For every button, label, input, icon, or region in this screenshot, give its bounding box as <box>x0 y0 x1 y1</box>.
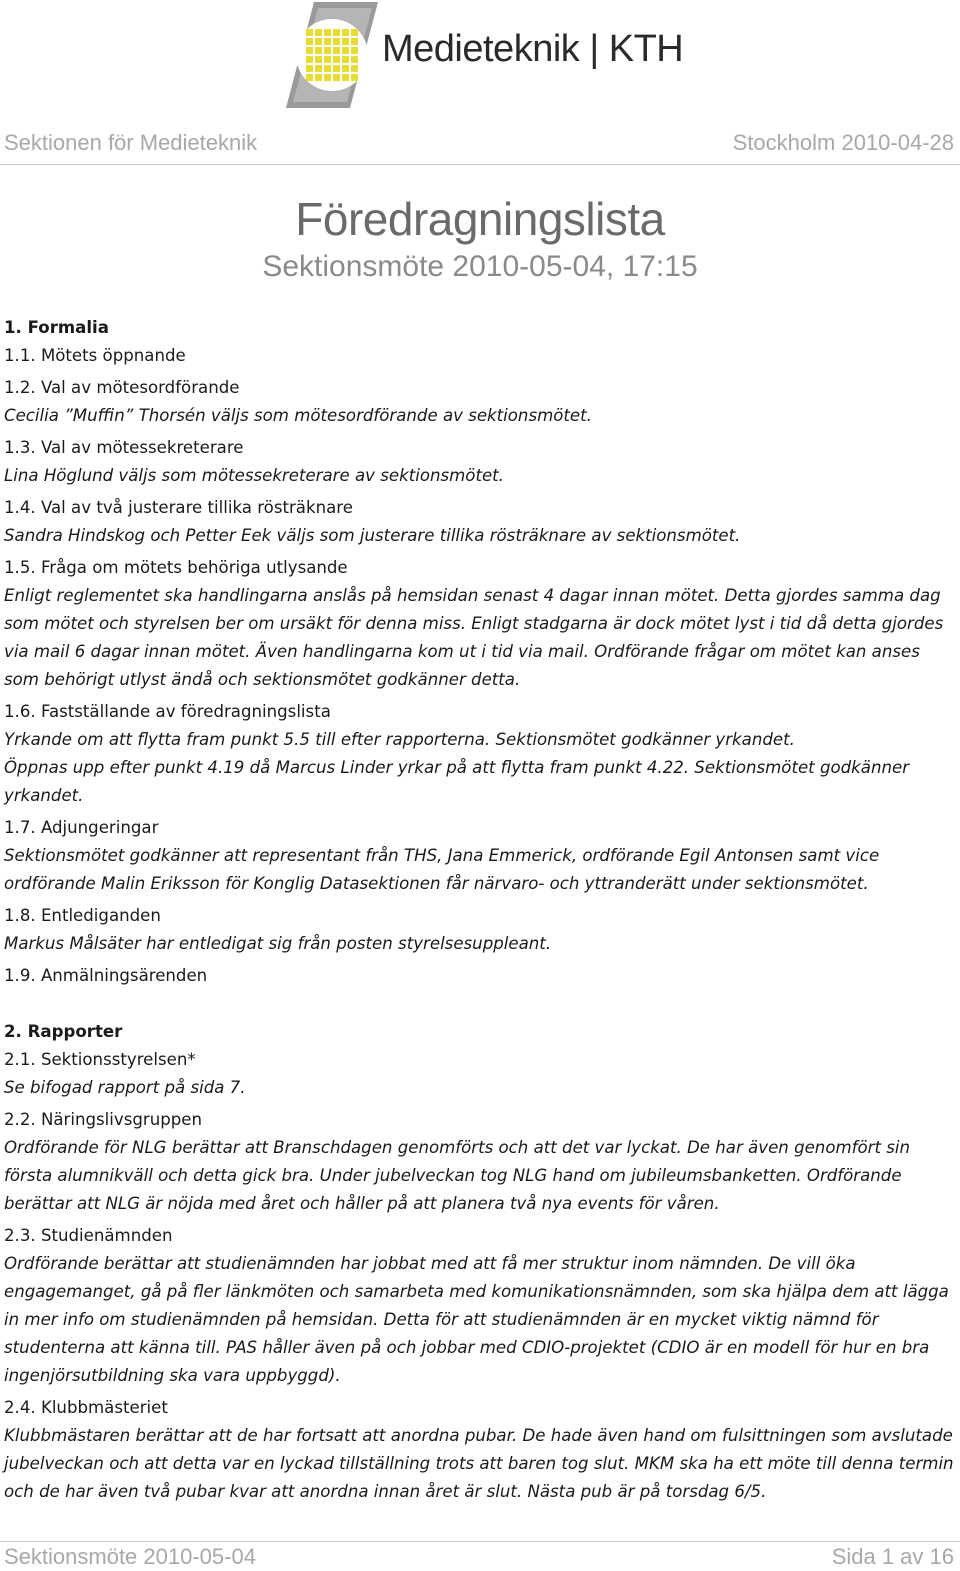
logo-grid-square <box>351 56 358 63</box>
logo-grid-square <box>306 29 313 36</box>
logo-grid-square <box>333 38 340 45</box>
logo-grid-square <box>342 56 349 63</box>
logo-grid-square <box>315 74 322 81</box>
item-heading: 2.1. Sektionsstyrelsen* <box>4 1050 196 1069</box>
item-heading: 2.4. Klubbmästeriet <box>4 1398 168 1417</box>
item-body: Cecilia ”Muffin” Thorsén väljs som mötesordförande av sektionsmötet. <box>4 406 592 425</box>
agenda-content <box>4 314 954 1506</box>
logo-grid-square <box>351 74 358 81</box>
logo-grid-square <box>333 56 340 63</box>
logo-grid-square <box>342 38 349 45</box>
item-heading: 2.2. Näringslivsgruppen <box>4 1110 202 1129</box>
item-heading: 1.1. Mötets öppnande <box>4 346 186 365</box>
item-heading: 1.9. Anmälningsärenden <box>4 966 208 985</box>
section-gap <box>4 990 954 1018</box>
header-divider <box>0 164 960 165</box>
item-heading: 1.4. Val av två justerare tillika rösträknare <box>4 498 353 517</box>
item-body: Ordförande berättar att studienämnden har jobbat med att få mer struktur inom nämnden. De vill öka engagemanget, gå på fler länkmöten och samarbeta med komunikationsnämnden, som ska hjälpa dem att lägga in mer info om studienämnden på hemsidan. Detta för att studienämnden är en mycket viktig nämnd för studenterna att känna till. PAS håller även på och jobbar med CDIO-projektet (CDIO är en modell för hur en bra ingenjörsutbildning ska vara uppbyggd). <box>4 1254 949 1385</box>
item-body: Öppnas upp efter punkt 4.19 då Marcus Linder yrkar på att flytta fram punkt 4.22. Sektionsmötet godkänner yrkandet. <box>4 758 910 805</box>
logo <box>284 0 684 110</box>
logo-grid-square <box>315 29 322 36</box>
item-body: Sandra Hindskog och Petter Eek väljs som justerare tillika rösträknare av sektionsmötet. <box>4 526 741 545</box>
item-body: Ordförande för NLG berättar att Branschdagen genomförts och att det var lyckat. De har även genomfört sin första alumnikväll och detta gick bra. Under jubelveckan tog NLG hand om jubileumsbanketten. Ordförande berättar att NLG är nöjda med året och håller på att planera två nya events för våren. <box>4 1138 911 1213</box>
item-body: Enligt reglementet ska handlingarna anslås på hemsidan senast 4 dagar innan mötet. Detta gjordes samma dag som mötet och styrelsen ber om ursäkt för denna miss. Enligt stadgarna är dock mötet lyst i tid då detta gjordes via mail 6 dagar innan mötet. Även handlingarna kom ut i tid via mail. Ordförande frågar om mötet kan anses som behörigt utlyst ändå och sektionsmötet godkänner detta. <box>4 586 944 689</box>
logo-grid-square <box>306 38 313 45</box>
item-heading: 1.7. Adjungeringar <box>4 818 159 837</box>
logo-grid-square <box>333 65 340 72</box>
item-body: Lina Höglund väljs som mötessekreterare av sektionsmötet. <box>4 466 504 485</box>
logo-grid-square <box>333 74 340 81</box>
item-heading: 1.6. Fastställande av föredragningslista <box>4 702 331 721</box>
logo-grid-square <box>315 38 322 45</box>
item-heading: 1.3. Val av mötessekreterare <box>4 438 244 457</box>
logo-grid-square <box>333 29 340 36</box>
logo-grid-square <box>324 65 331 72</box>
logo-grid-square <box>351 47 358 54</box>
footer-meeting: Sektionsmöte 2010-05-04 <box>4 1544 256 1569</box>
logo-grid-square <box>306 56 313 63</box>
logo-grid-square <box>306 65 313 72</box>
logo-text: Medieteknik | KTH <box>382 28 684 70</box>
logo-grid-square <box>306 74 313 81</box>
logo-grid-square <box>342 29 349 36</box>
logo-grid-square <box>342 65 349 72</box>
document-subtitle: Sektionsmöte 2010-05-04, 17:15 <box>262 250 698 283</box>
document-title: Föredragningslista <box>295 193 665 245</box>
logo-grid-square <box>315 56 322 63</box>
header-place-date: Stockholm 2010-04-28 <box>732 130 954 155</box>
item-heading: 2.3. Studienämnden <box>4 1226 173 1245</box>
logo-grid-square <box>342 47 349 54</box>
item-body: Markus Målsäter har entledigat sig från posten styrelsesuppleant. <box>4 934 552 953</box>
item-body: Yrkande om att flytta fram punkt 5.5 till efter rapporterna. Sektionsmötet godkänner yrkandet. <box>4 730 795 749</box>
item-body: Se bifogad rapport på sida 7. <box>4 1078 246 1097</box>
logo-grid-square <box>315 65 322 72</box>
logo-grid-square <box>324 29 331 36</box>
logo-grid-square <box>324 74 331 81</box>
footer-divider <box>0 1541 960 1542</box>
logo-grid-square <box>324 56 331 63</box>
item-body: Klubbmästaren berättar att de har fortsatt att anordna pubar. De hade även hand om fulsittningen som avslutade jubelveckan och att detta var en lyckad tillställning trots att baren tog slut. MKM ska ha ett möte till denna termin och de har även två pubar kvar att anordna innan året är slut. Nästa pub är på torsdag 6/5. <box>4 1426 954 1501</box>
logo-grid-square <box>342 74 349 81</box>
logo-grid-square <box>315 47 322 54</box>
item-heading: 1.8. Entlediganden <box>4 906 161 925</box>
logo-grid-square <box>351 38 358 45</box>
section-heading: 1. Formalia <box>4 318 109 337</box>
logo-grid-square <box>333 47 340 54</box>
kth-logo-icon <box>284 0 380 110</box>
logo-grid-square <box>351 29 358 36</box>
header-section-name: Sektionen för Medieteknik <box>4 130 258 155</box>
logo-grid-square <box>306 47 313 54</box>
logo-grid-square <box>351 65 358 72</box>
footer-page-number: Sida 1 av 16 <box>831 1544 954 1569</box>
logo-grid-square <box>324 38 331 45</box>
section-heading: 2. Rapporter <box>4 1022 123 1041</box>
item-heading: 1.5. Fråga om mötets behöriga utlysande <box>4 558 348 577</box>
logo-grid-square <box>324 47 331 54</box>
item-heading: 1.2. Val av mötesordförande <box>4 378 240 397</box>
item-body: Sektionsmötet godkänner att representant från THS, Jana Emmerick, ordförande Egil Antonsen samt vice ordförande Malin Eriksson för Konglig Datasektionen får närvaro- och yttranderätt under sektionsmötet. <box>4 846 880 893</box>
